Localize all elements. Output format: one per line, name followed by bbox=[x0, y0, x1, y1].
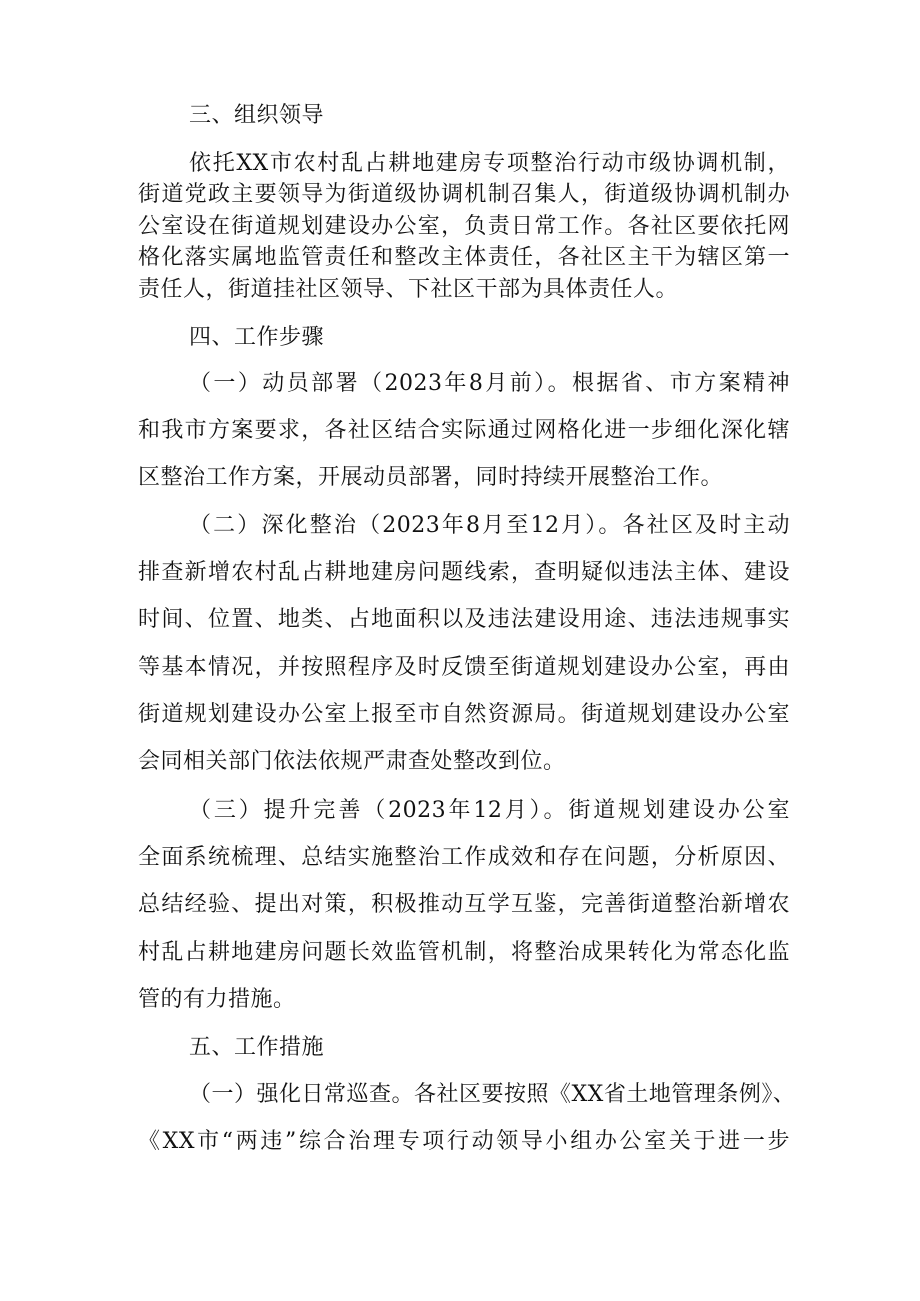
paragraph-line: 公室设在街道规划建设办公室，负责日常工作。各社区要依托网 bbox=[138, 214, 790, 239]
paragraph-line: 管的有力措施。 bbox=[138, 987, 296, 1012]
paragraph-line: 和我市方案要求，各社区结合实际通过网格化进一步细化深化辖 bbox=[138, 418, 790, 443]
paragraph-line: 会同相关部门依法依规严肃查处整改到位。 bbox=[138, 749, 566, 774]
paragraph-line: 总结经验、提出对策，积极推动互学互鉴，完善街道整治新增农 bbox=[138, 892, 790, 917]
paragraph-line: （一）动员部署（2023年8月前）。根据省、市方案精神 bbox=[189, 371, 790, 396]
paragraph-line: （一）强化日常巡查。各社区要按照《XX省土地管理条例》、 bbox=[189, 1082, 796, 1107]
paragraph-line: 排查新增农村乱占耕地建房问题线索，查明疑似违法主体、建设 bbox=[138, 560, 790, 585]
section-heading-work-steps: 四、工作步骤 bbox=[189, 325, 325, 350]
paragraph-line: 时间、位置、地类、占地面积以及违法建设用途、违法违规事实 bbox=[138, 607, 790, 632]
paragraph-line: 依托XX市农村乱占耕地建房专项整治行动市级协调机制， bbox=[189, 151, 790, 176]
paragraph-line: 责任人，街道挂社区领导、下社区干部为具体责任人。 bbox=[138, 277, 679, 302]
paragraph-line: （三）提升完善（2023年12月）。街道规划建设办公室 bbox=[189, 798, 790, 823]
paragraph-line: 全面系统梳理、总结实施整治工作成效和存在问题，分析原因、 bbox=[138, 845, 790, 870]
paragraph-line: 街道规划建设办公室上报至市自然资源局。街道规划建设办公室 bbox=[138, 702, 790, 727]
paragraph-line: 等基本情况，并按照程序及时反馈至街道规划建设办公室，再由 bbox=[138, 655, 790, 680]
paragraph-line: 区整治工作方案，开展动员部署，同时持续开展整治工作。 bbox=[138, 465, 724, 490]
section-heading-work-measures: 五、工作措施 bbox=[189, 1035, 325, 1060]
paragraph-line: 《XX市“两违”综合治理专项行动领导小组办公室关于进一步 bbox=[138, 1129, 790, 1154]
paragraph-line: 街道党政主要领导为街道级协调机制召集人，街道级协调机制办 bbox=[138, 182, 790, 207]
paragraph-line: （二）深化整治（2023年8月至12月）。各社区及时主动 bbox=[189, 513, 790, 538]
paragraph-line: 格化落实属地监管责任和整改主体责任，各社区主干为辖区第一 bbox=[138, 245, 790, 270]
section-heading-organization: 三、组织领导 bbox=[189, 103, 325, 128]
paragraph-line: 村乱占耕地建房问题长效监管机制，将整治成果转化为常态化监 bbox=[138, 940, 790, 965]
